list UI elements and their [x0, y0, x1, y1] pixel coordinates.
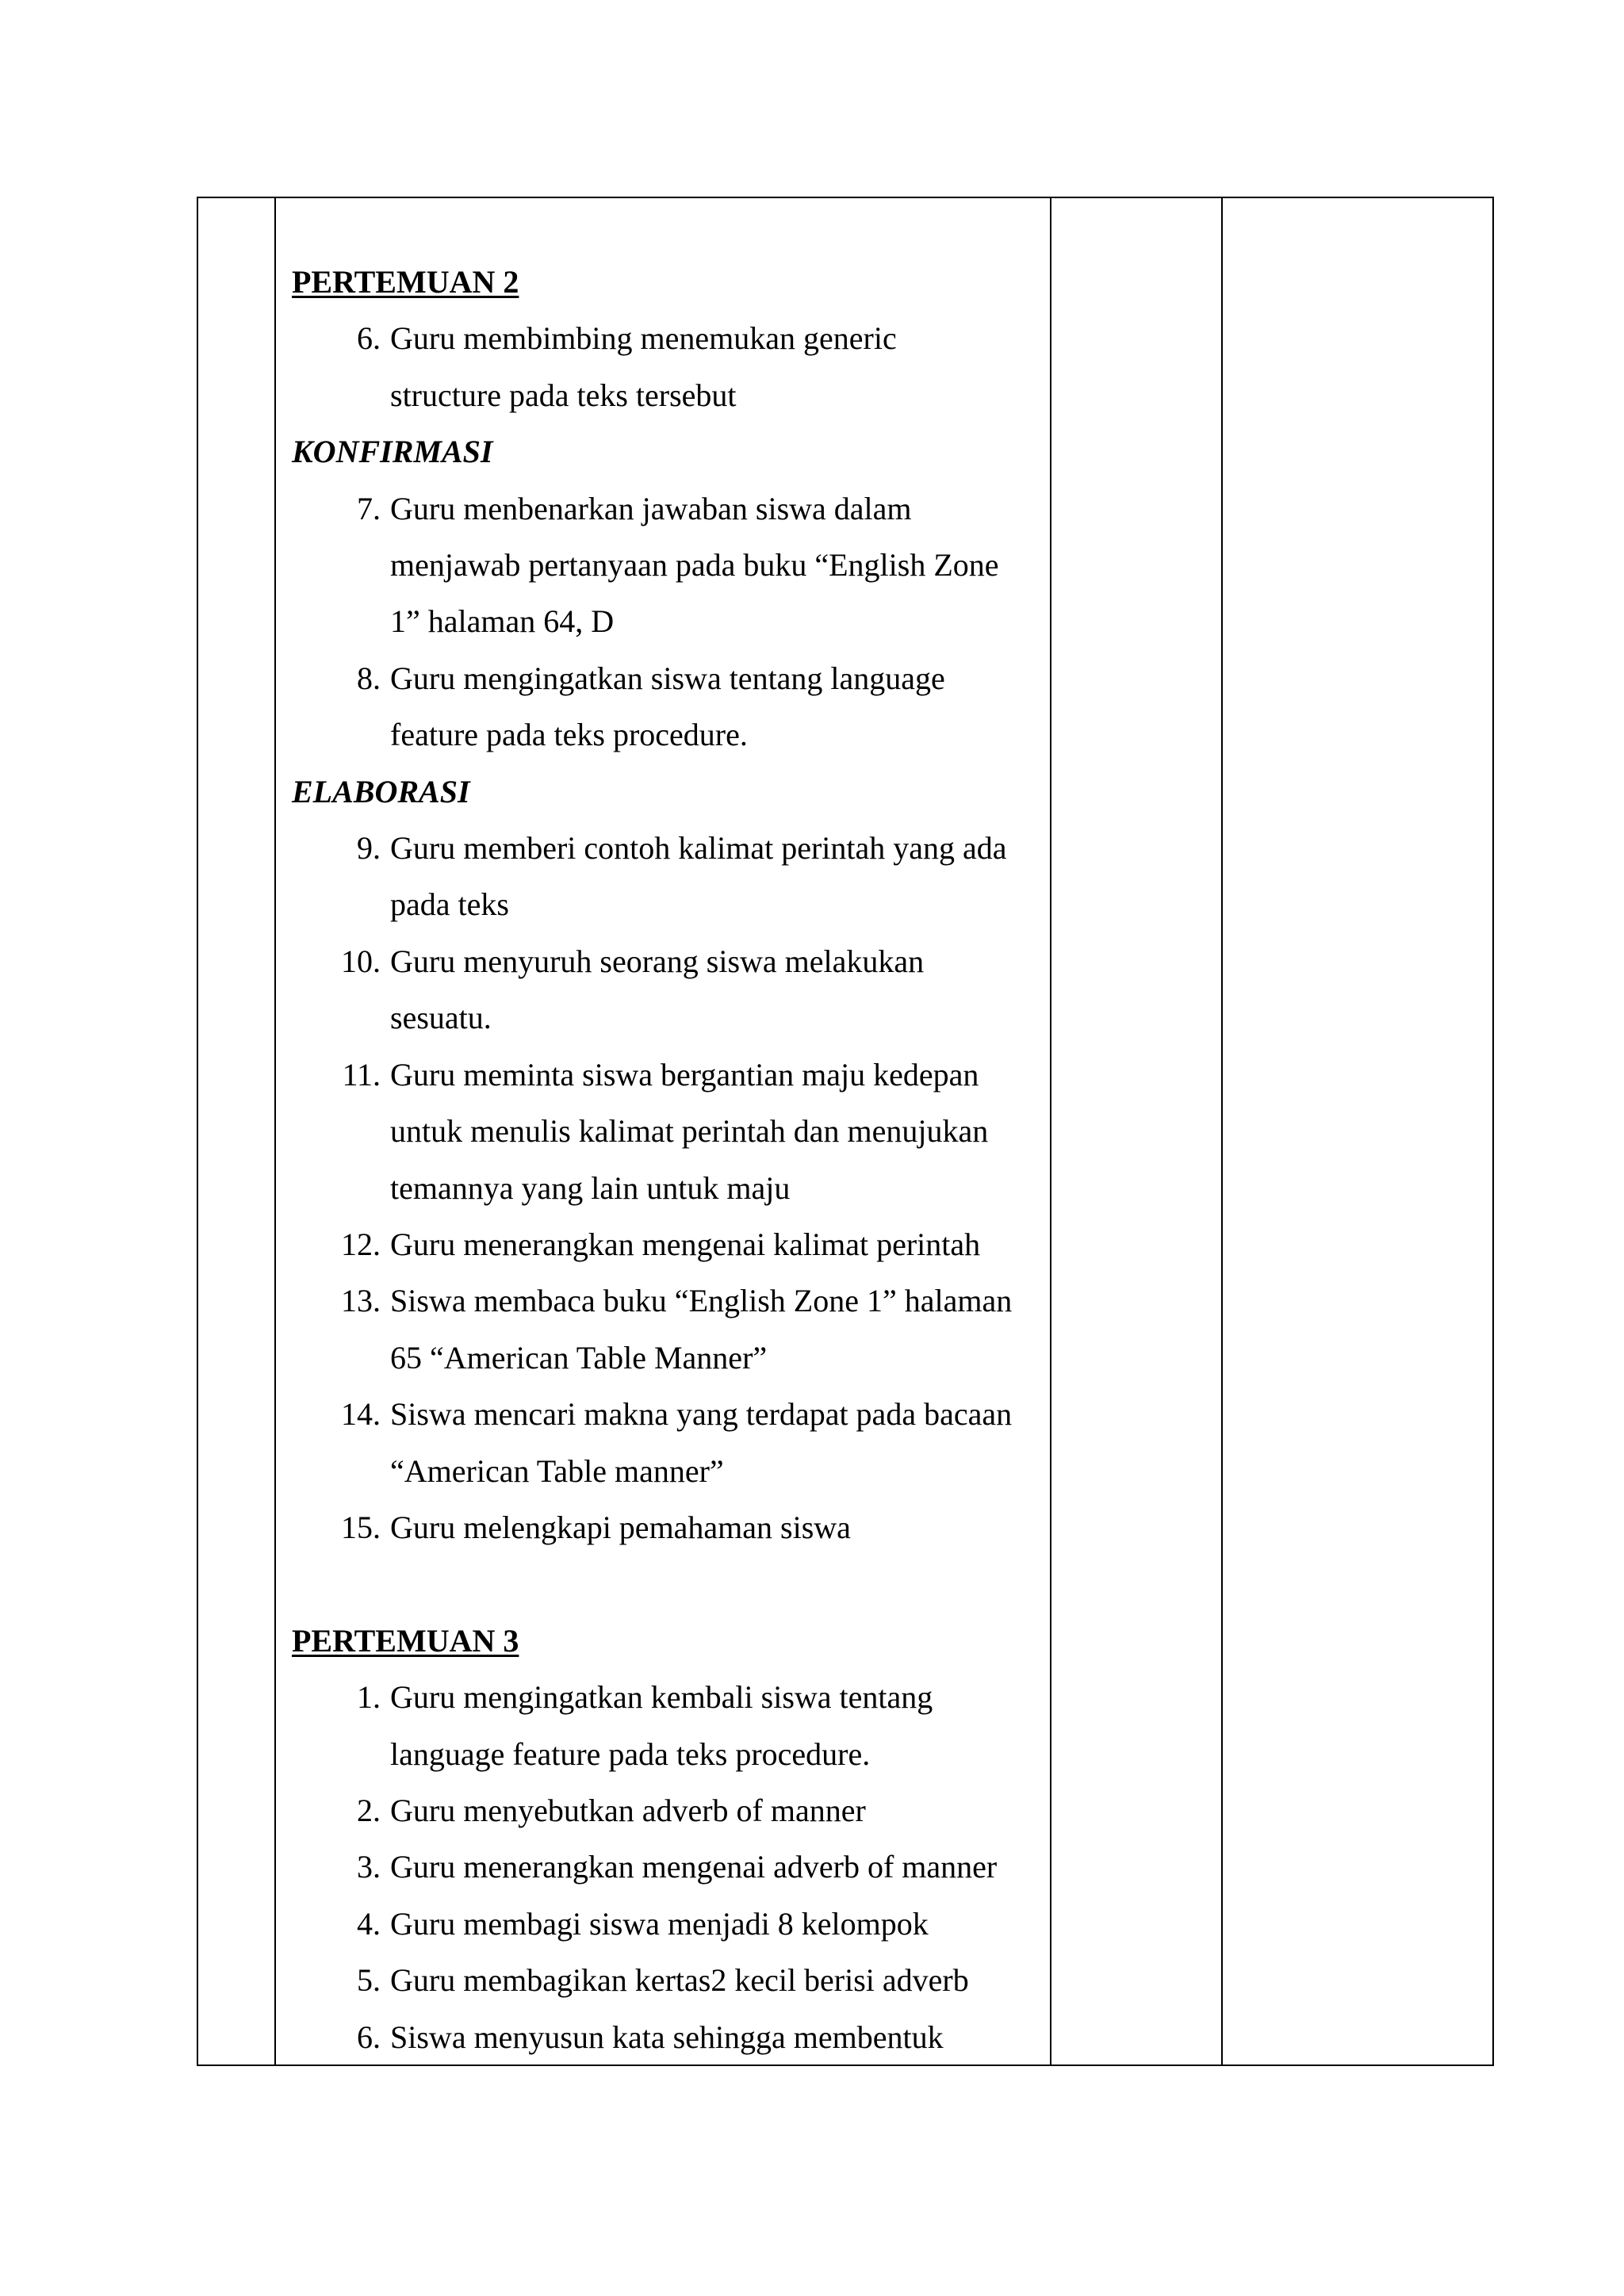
list-item-line: untuk menulis kalimat perintah dan menujukan	[390, 1113, 989, 1150]
list-item-number: 11.	[342, 1056, 381, 1093]
section-heading-pertemuan-2: PERTEMUAN 2	[292, 264, 519, 300]
list-item-line: temannya yang lain untuk maju	[390, 1169, 791, 1206]
activity-cell	[292, 254, 1037, 2065]
list-item	[292, 1272, 1037, 1386]
list-item	[292, 1386, 1037, 1499]
list-item-line: menjawab pertanyaan pada buku “English Zone	[390, 547, 999, 584]
section-heading-elaborasi: ELABORASI	[292, 773, 470, 809]
list-item-line: Guru mengingatkan kembali siswa tentang	[390, 1679, 933, 1716]
list-pertemuan3	[292, 1669, 1037, 2065]
list-item-number: 8.	[357, 660, 381, 696]
list-item-line: Guru mengingatkan siswa tentang language	[390, 660, 945, 696]
list-item-line: Guru melengkapi pemahaman siswa	[390, 1509, 851, 1545]
list-item-line: Guru menerangkan mengenai adverb of manner	[390, 1849, 998, 1885]
list-item-number: 3.	[357, 1849, 381, 1885]
list-item-line: Siswa menyusun kata sehingga membentuk	[390, 2019, 944, 2055]
list-item-line: Siswa mencari makna yang terdapat pada bacaan	[390, 1396, 1013, 1433]
list-item-line: Guru memberi contoh kalimat perintah yang ada	[390, 830, 1007, 867]
section-heading-konfirmasi: KONFIRMASI	[292, 434, 493, 470]
list-item	[292, 1216, 1037, 1272]
list-item	[292, 1952, 1037, 2008]
list-item-number: 12.	[341, 1226, 381, 1262]
column-divider	[1221, 198, 1223, 2064]
list-item-line: Guru membimbing menemukan generic	[390, 320, 897, 357]
list-item-number: 2.	[357, 1792, 381, 1828]
list-item-number: 7.	[357, 490, 381, 526]
list-item	[292, 820, 1037, 933]
list-item	[292, 1782, 1037, 1839]
list-item	[292, 1047, 1037, 1216]
list-item-line: Guru menbenarkan jawaban siswa dalam	[390, 490, 912, 526]
list-pertemuan2-a	[292, 310, 1037, 423]
list-item-number: 15.	[341, 1509, 381, 1545]
list-item-number: 1.	[357, 1679, 381, 1716]
list-elaborasi	[292, 820, 1037, 1556]
list-item	[292, 1669, 1037, 1782]
list-item-number: 4.	[357, 1905, 381, 1942]
list-item-line: structure pada teks tersebut	[390, 377, 737, 413]
list-item-line: Siswa membaca buku “English Zone 1” halaman	[390, 1283, 1013, 1319]
list-item-number: 6.	[357, 320, 381, 357]
list-item	[292, 933, 1037, 1047]
list-item-line: sesuatu.	[390, 1000, 492, 1036]
list-item-number: 13.	[341, 1283, 381, 1319]
list-item-line: 1” halaman 64, D	[390, 603, 615, 640]
list-item-line: 65 “American Table Manner”	[390, 1339, 768, 1376]
list-item-line: feature pada teks procedure.	[390, 717, 748, 753]
list-item	[292, 480, 1037, 650]
list-item-line: Guru membagi siswa menjadi 8 kelompok	[390, 1905, 929, 1942]
column-divider	[1050, 198, 1051, 2064]
list-item-number: 6.	[357, 2019, 381, 2055]
list-item-number: 10.	[341, 943, 381, 979]
list-item	[292, 650, 1037, 763]
list-item-line: pada teks	[390, 886, 509, 923]
list-item	[292, 1896, 1037, 1952]
list-item-number: 9.	[357, 830, 381, 867]
list-item-line: Guru menyebutkan adverb of manner	[390, 1792, 866, 1828]
list-item-number: 14.	[341, 1396, 381, 1433]
list-item-line: Guru meminta siswa bergantian maju kedepan	[390, 1056, 979, 1093]
list-item-line: “American Table manner”	[390, 1452, 724, 1489]
column-divider	[274, 198, 276, 2064]
blank-line	[292, 1556, 1037, 1612]
list-item	[292, 1839, 1037, 1895]
list-item	[292, 2009, 1037, 2065]
list-item-line: language feature pada teks procedure.	[390, 1735, 871, 1772]
lesson-table	[197, 197, 1494, 2066]
list-item	[292, 1499, 1037, 1556]
list-item-line: Guru membagikan kertas2 kecil berisi adverb	[390, 1962, 969, 1999]
list-konfirmasi	[292, 480, 1037, 763]
list-item-line: Guru menyuruh seorang siswa melakukan	[390, 943, 925, 979]
list-item-line: Guru menerangkan mengenai kalimat perintah	[390, 1226, 981, 1262]
list-item-number: 5.	[357, 1962, 381, 1999]
list-item	[292, 310, 1037, 423]
section-heading-pertemuan-3: PERTEMUAN 3	[292, 1622, 519, 1659]
